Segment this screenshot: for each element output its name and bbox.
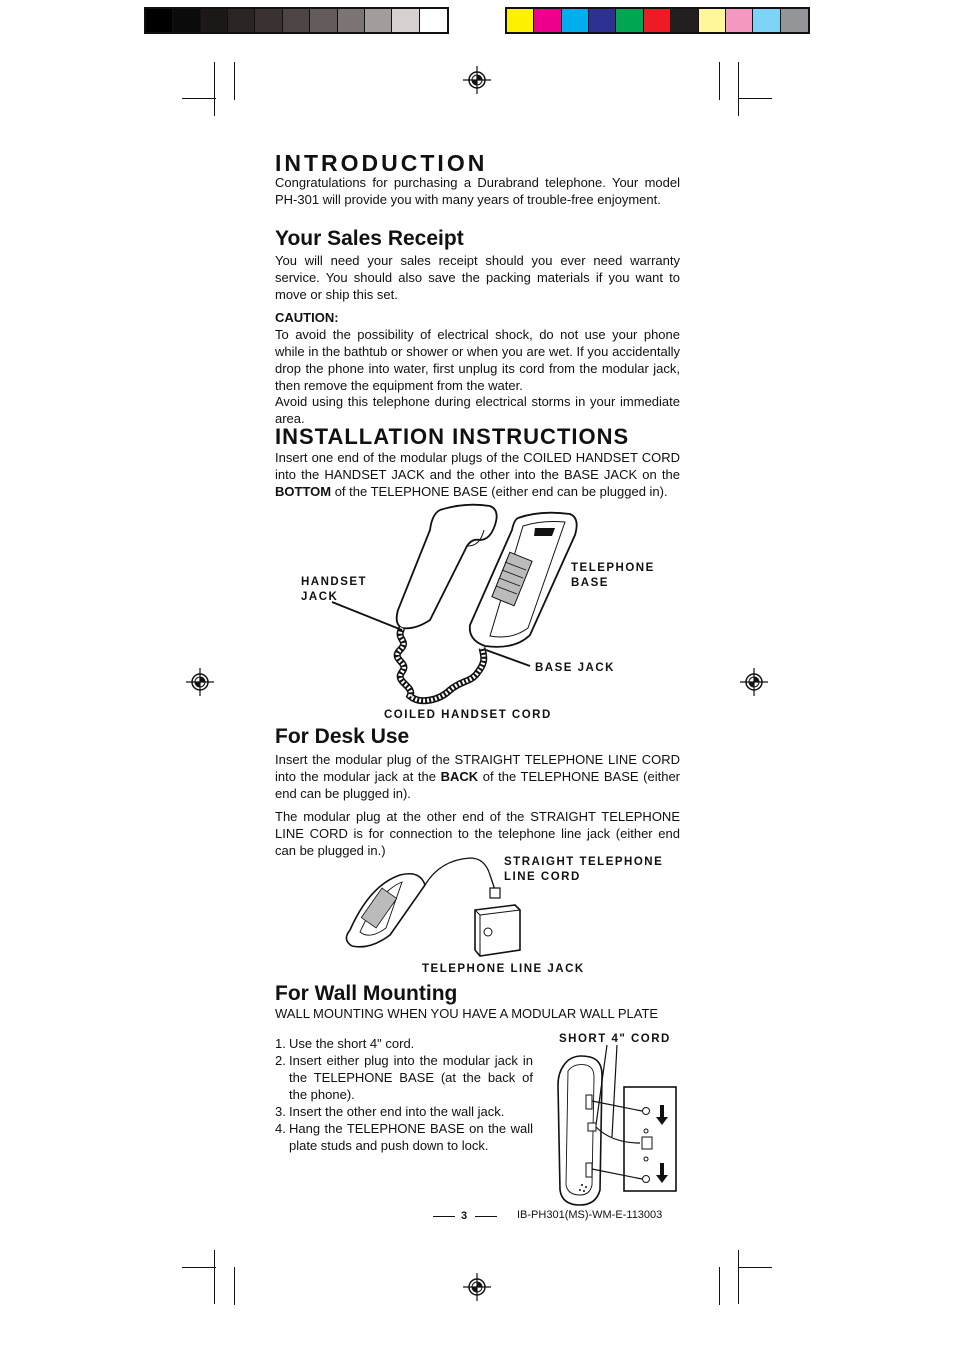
desk-use-text: Insert the modular plug of the STRAIGHT TELEPHONE LINE CORD into the modular jack at the BACK of the TELEPHONE BASE (either end can be plugged in). (275, 752, 681, 801)
line-jack-label: TELEPHONE LINE JACK (422, 963, 585, 975)
gray-patch (338, 9, 365, 32)
gray-patch (146, 9, 173, 32)
introduction-text: Congratulations for purchasing a Durabrand telephone. Your model PH-301 will provide you with many years of trouble-free enjoyment. (275, 175, 680, 207)
introduction-heading: INTRODUCTION (275, 150, 488, 176)
gray-patch (392, 9, 419, 32)
wall-mount-illustration (552, 1045, 682, 1210)
color-patch (671, 9, 698, 32)
wall-mounting-heading: For Wall Mounting (275, 982, 458, 1005)
color-patch (644, 9, 671, 32)
list-item: 1. Use the short 4" cord. (275, 1036, 415, 1051)
color-patch (534, 9, 561, 32)
handset-and-base-illustration (290, 500, 670, 710)
color-patch (726, 9, 753, 32)
handset-jack-label: HANDSET JACK (301, 576, 368, 603)
sales-receipt-text: You will need your sales receipt should you ever need warranty service. You should also save the packing materials if you want to move or ship this set. (275, 253, 680, 302)
list-item: 4. Hang the TELEPHONE BASE on the wall plate studs and push down to lock. (275, 1121, 533, 1153)
registration-mark-left-icon (186, 668, 214, 696)
desk-use-heading: For Desk Use (275, 725, 410, 748)
gray-patch (255, 9, 282, 32)
registration-mark-top-icon (463, 66, 491, 94)
registration-mark-bottom-icon (463, 1273, 491, 1301)
color-patch (753, 9, 780, 32)
wall-mounting-subtitle: WALL MOUNTING WHEN YOU HAVE A MODULAR WALL PLATE (275, 1006, 659, 1021)
gray-patch (201, 9, 228, 32)
caution-label: CAUTION: (275, 310, 339, 325)
line-cord-label: STRAIGHT TELEPHONE LINE CORD (504, 856, 664, 883)
desk-use-line-jack-text: The modular plug at the other end of the STRAIGHT TELEPHONE LINE CORD is for connection to the telephone line jack (either end can be plugged in.) (275, 809, 680, 858)
gray-patch (310, 9, 337, 32)
coiled-cord-label: COILED HANDSET CORD (384, 709, 552, 721)
color-calibration-bar (505, 7, 810, 34)
color-patch (589, 9, 616, 32)
short-cord-label: SHORT 4" CORD (559, 1033, 671, 1045)
grayscale-calibration-bar (144, 7, 449, 34)
gray-patch (228, 9, 255, 32)
page-number-rule-left (433, 1216, 455, 1217)
gray-patch (420, 9, 447, 32)
color-patch (616, 9, 643, 32)
color-patch (781, 9, 808, 32)
color-patch (562, 9, 589, 32)
color-patch (699, 9, 726, 32)
page-number-rule-right (475, 1216, 497, 1217)
desk-setup-illustration (330, 850, 530, 960)
list-item: 3. Insert the other end into the wall jack. (275, 1104, 505, 1119)
registration-mark-right-icon (740, 668, 768, 696)
gray-patch (173, 9, 200, 32)
telephone-base-label: TELEPHONE BASE (571, 562, 655, 589)
gray-patch (365, 9, 392, 32)
list-item: 2. Insert either plug into the modular jack in the TELEPHONE BASE (at the back of the phone). (275, 1053, 533, 1102)
gray-patch (283, 9, 310, 32)
sales-receipt-heading: Your Sales Receipt (275, 227, 464, 250)
base-jack-label: BASE JACK (535, 662, 615, 674)
installation-heading: INSTALLATION INSTRUCTIONS (275, 424, 630, 449)
page-number: 3 (461, 1210, 468, 1222)
color-patch (507, 9, 534, 32)
document-id: IB-PH301(MS)-WM-E-113003 (517, 1209, 663, 1221)
caution-storm-text: Avoid using this telephone during electrical storms in your immediate area. (275, 394, 680, 426)
caution-text: To avoid the possibility of electrical shock, do not use your phone while in the bathtub or shower or when you are wet. If you accidentally drop the phone into water, first unplug its cord from the modular jack, then remove the equipment from the water. (275, 327, 680, 393)
installation-text: Insert one end of the modular plugs of the COILED HANDSET CORD into the HANDSET JACK and the other into the BASE JACK on the BOTTOM of the TELEPHONE BASE (either end can be plugged in). (275, 450, 680, 499)
wall-mounting-steps (275, 1035, 533, 1154)
